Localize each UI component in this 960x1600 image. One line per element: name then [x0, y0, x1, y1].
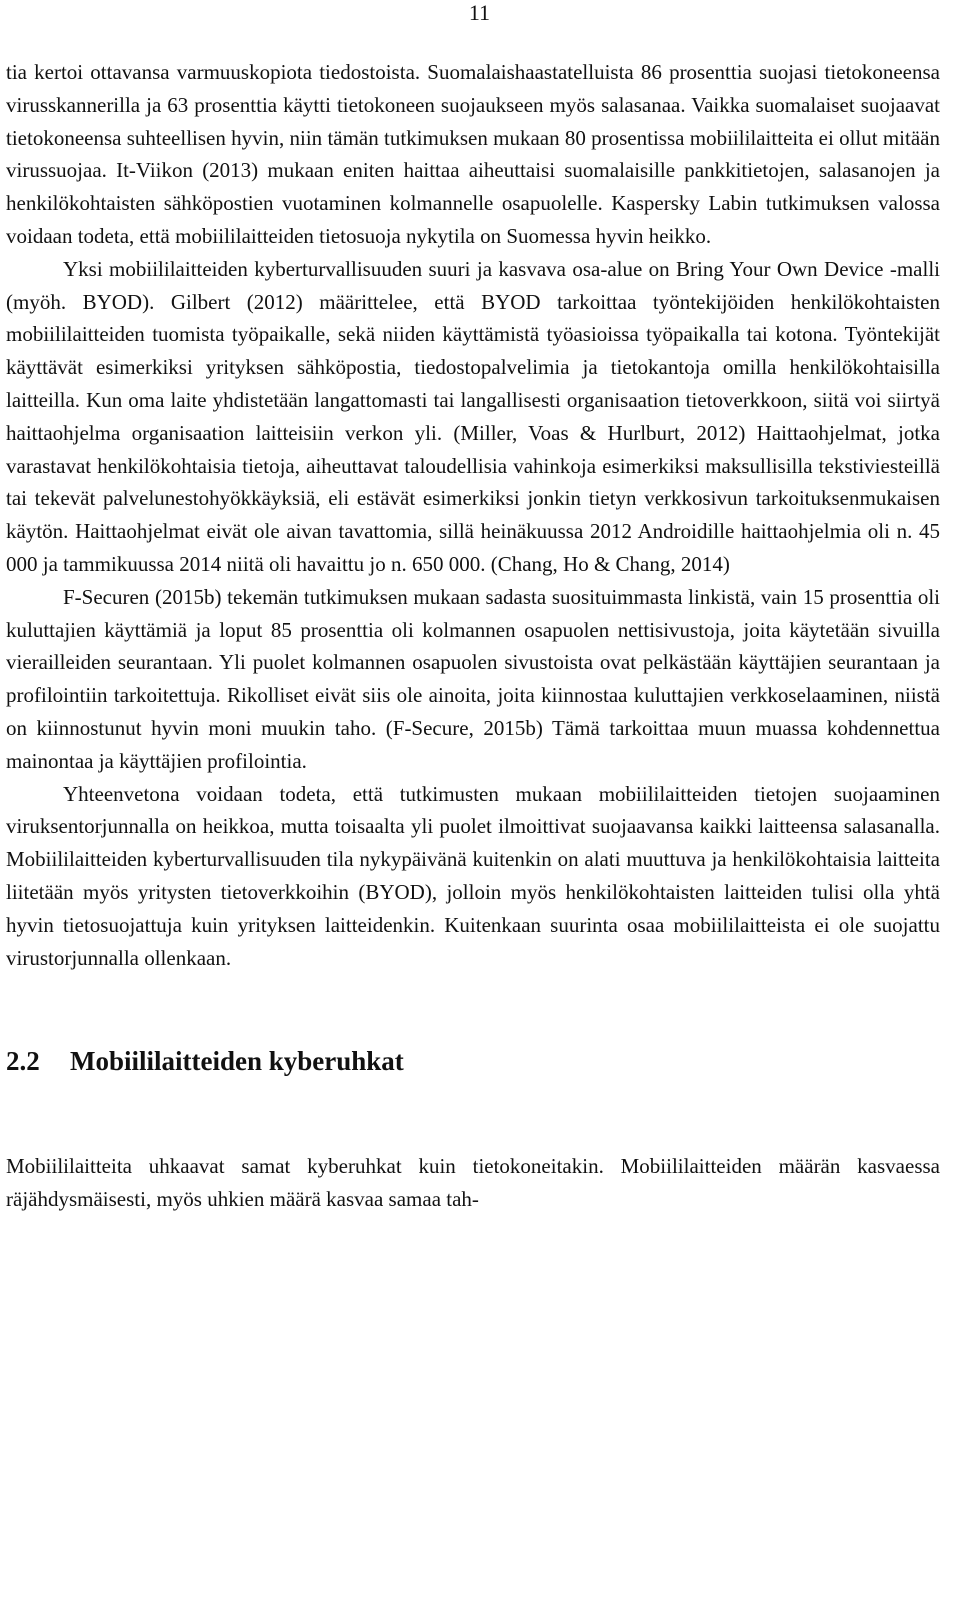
paragraph-1: tia kertoi ottavansa varmuuskopiota tiedostoista. Suomalaishaastatelluista 86 prosenttia suojasi tietokoneensa virusskannerilla ja 63 prosenttia käytti tietokoneen suojaukseen myös salasanaa. Vaikka suomalaiset suojaavat tietokoneensa suhteellisen hyvin, niin tämän tutkimuksen mukaan 80 prosentissa mobiililaitteita ei ollut mitään virussuojaa. It-Viikon (2013) mukaan eniten haittaa aiheuttaisi suomalaisille pankkitietojen, salasanojen ja henkilökohtaisten sähköpostien vuotaminen kolmannelle osapuolelle. Kaspersky Labin tutkimuksen valossa voidaan todeta, että mobiililaitteiden tietosuoja nykytila on Suomessa hyvin heikko.	[6, 60, 940, 248]
paragraph-4: Yhteenvetona voidaan todeta, että tutkimusten mukaan mobiililaitteiden tietojen suojaaminen viruksentorjunnalla on heikkoa, mutta toisaalta yli puolet ilmoittivat suojaavansa kaikki laitteensa salasanalla. Mobiililaitteiden kyberturvallisuuden tila nykypäivänä kuitenkin on alati muuttuva ja henkilökohtaisia laitteita liitetään myös yritysten tietoverkkoihin (BYOD), jolloin myös henkilökohtaisten laitteiden tulisi olla yhtä hyvin tietosuojattuja kuin yrityksen laitteidenkin. Kuitenkaan suurinta osaa mobiililaitteista ei ole suojattu virustorjunnalla ollenkaan.	[6, 781, 940, 970]
section-title: Mobiililaitteiden kyberuhkat	[70, 1046, 404, 1077]
paragraph-2: Yksi mobiililaitteiden kyberturvallisuuden suuri ja kasvava osa-alue on Bring Your Own Device -malli (myöh. BYOD). Gilbert (2012) määrittelee, että BYOD tarkoittaa työntekijöiden henkilökohtaisten mobiililaitteiden tuomista työpaikalle, sekä niiden käyttämistä työasioissa työpaikalla tai kotona. Työntekijät käyttävät esimerkiksi yrityksen sähköpostia, tiedostopalvelimia ja tietokantoja omilla henkilökohtaisilla laitteilla. Kun oma laite yhdistetään langattomasti tai langallisesti organisaation tietoverkkoon, siitä voi siirtyä haittaohjelma organisaation laitteisiin verkon yli. (Miller, Voas & Hurlburt, 2012) Haittaohjelmat, jotka varastavat henkilökohtaisia tietoja, aiheuttavat taloudellisia vahinkoja esimerkiksi maksullisilla tekstiviesteillä tai tekevät palvelunestohyökkäyksiä, eli estävät esimerkiksi jonkin tietyn verkkosivun tarkoituksenmukaisen käytön. Haittaohjelmat eivät ole aivan tavattomia, sillä heinäkuussa 2012 Androidille haittaohjelmia oli n. 45 000 ja tammikuussa 2014 niitä oli havaittu jo n. 650 000. (Chang, Ho & Chang, 2014)	[6, 256, 940, 576]
document-body	[6, 56, 940, 1216]
page-number: 11	[468, 0, 490, 25]
section-heading	[6, 1044, 940, 1078]
paragraph-3: F-Securen (2015b) tekemän tutkimuksen mukaan sadasta suosituimmasta linkistä, vain 15 prosenttia oli kuluttajien käyttämiä ja loput 85 prosenttia oli kolmannen osapuolen nettisivustoja, joita käytetään sivuilla vierailleiden seurantaan. Yli puolet kolmannen osapuolen sivustoista ovat pelkästään käyttäjien seurantaan ja profilointiin tarkoitettuja. Rikolliset eivät siis ole ainoita, joita kiinnostaa kuluttajien verkkoselaaminen, niistä on kiinnostunut hyvin moni muukin taho. (F-Secure, 2015b) Tämä tarkoittaa muun muassa kohdennettua mainontaa ja käyttäjien profilointia.	[6, 584, 940, 773]
section-paragraph: Mobiililaitteita uhkaavat samat kyberuhkat kuin tietokoneitakin. Mobiililaitteiden määrän kasvaessa räjähdysmäisesti, myös uhkien määrä kasvaa samaa tah-	[6, 1154, 940, 1212]
section-number: 2.2	[6, 1046, 40, 1077]
